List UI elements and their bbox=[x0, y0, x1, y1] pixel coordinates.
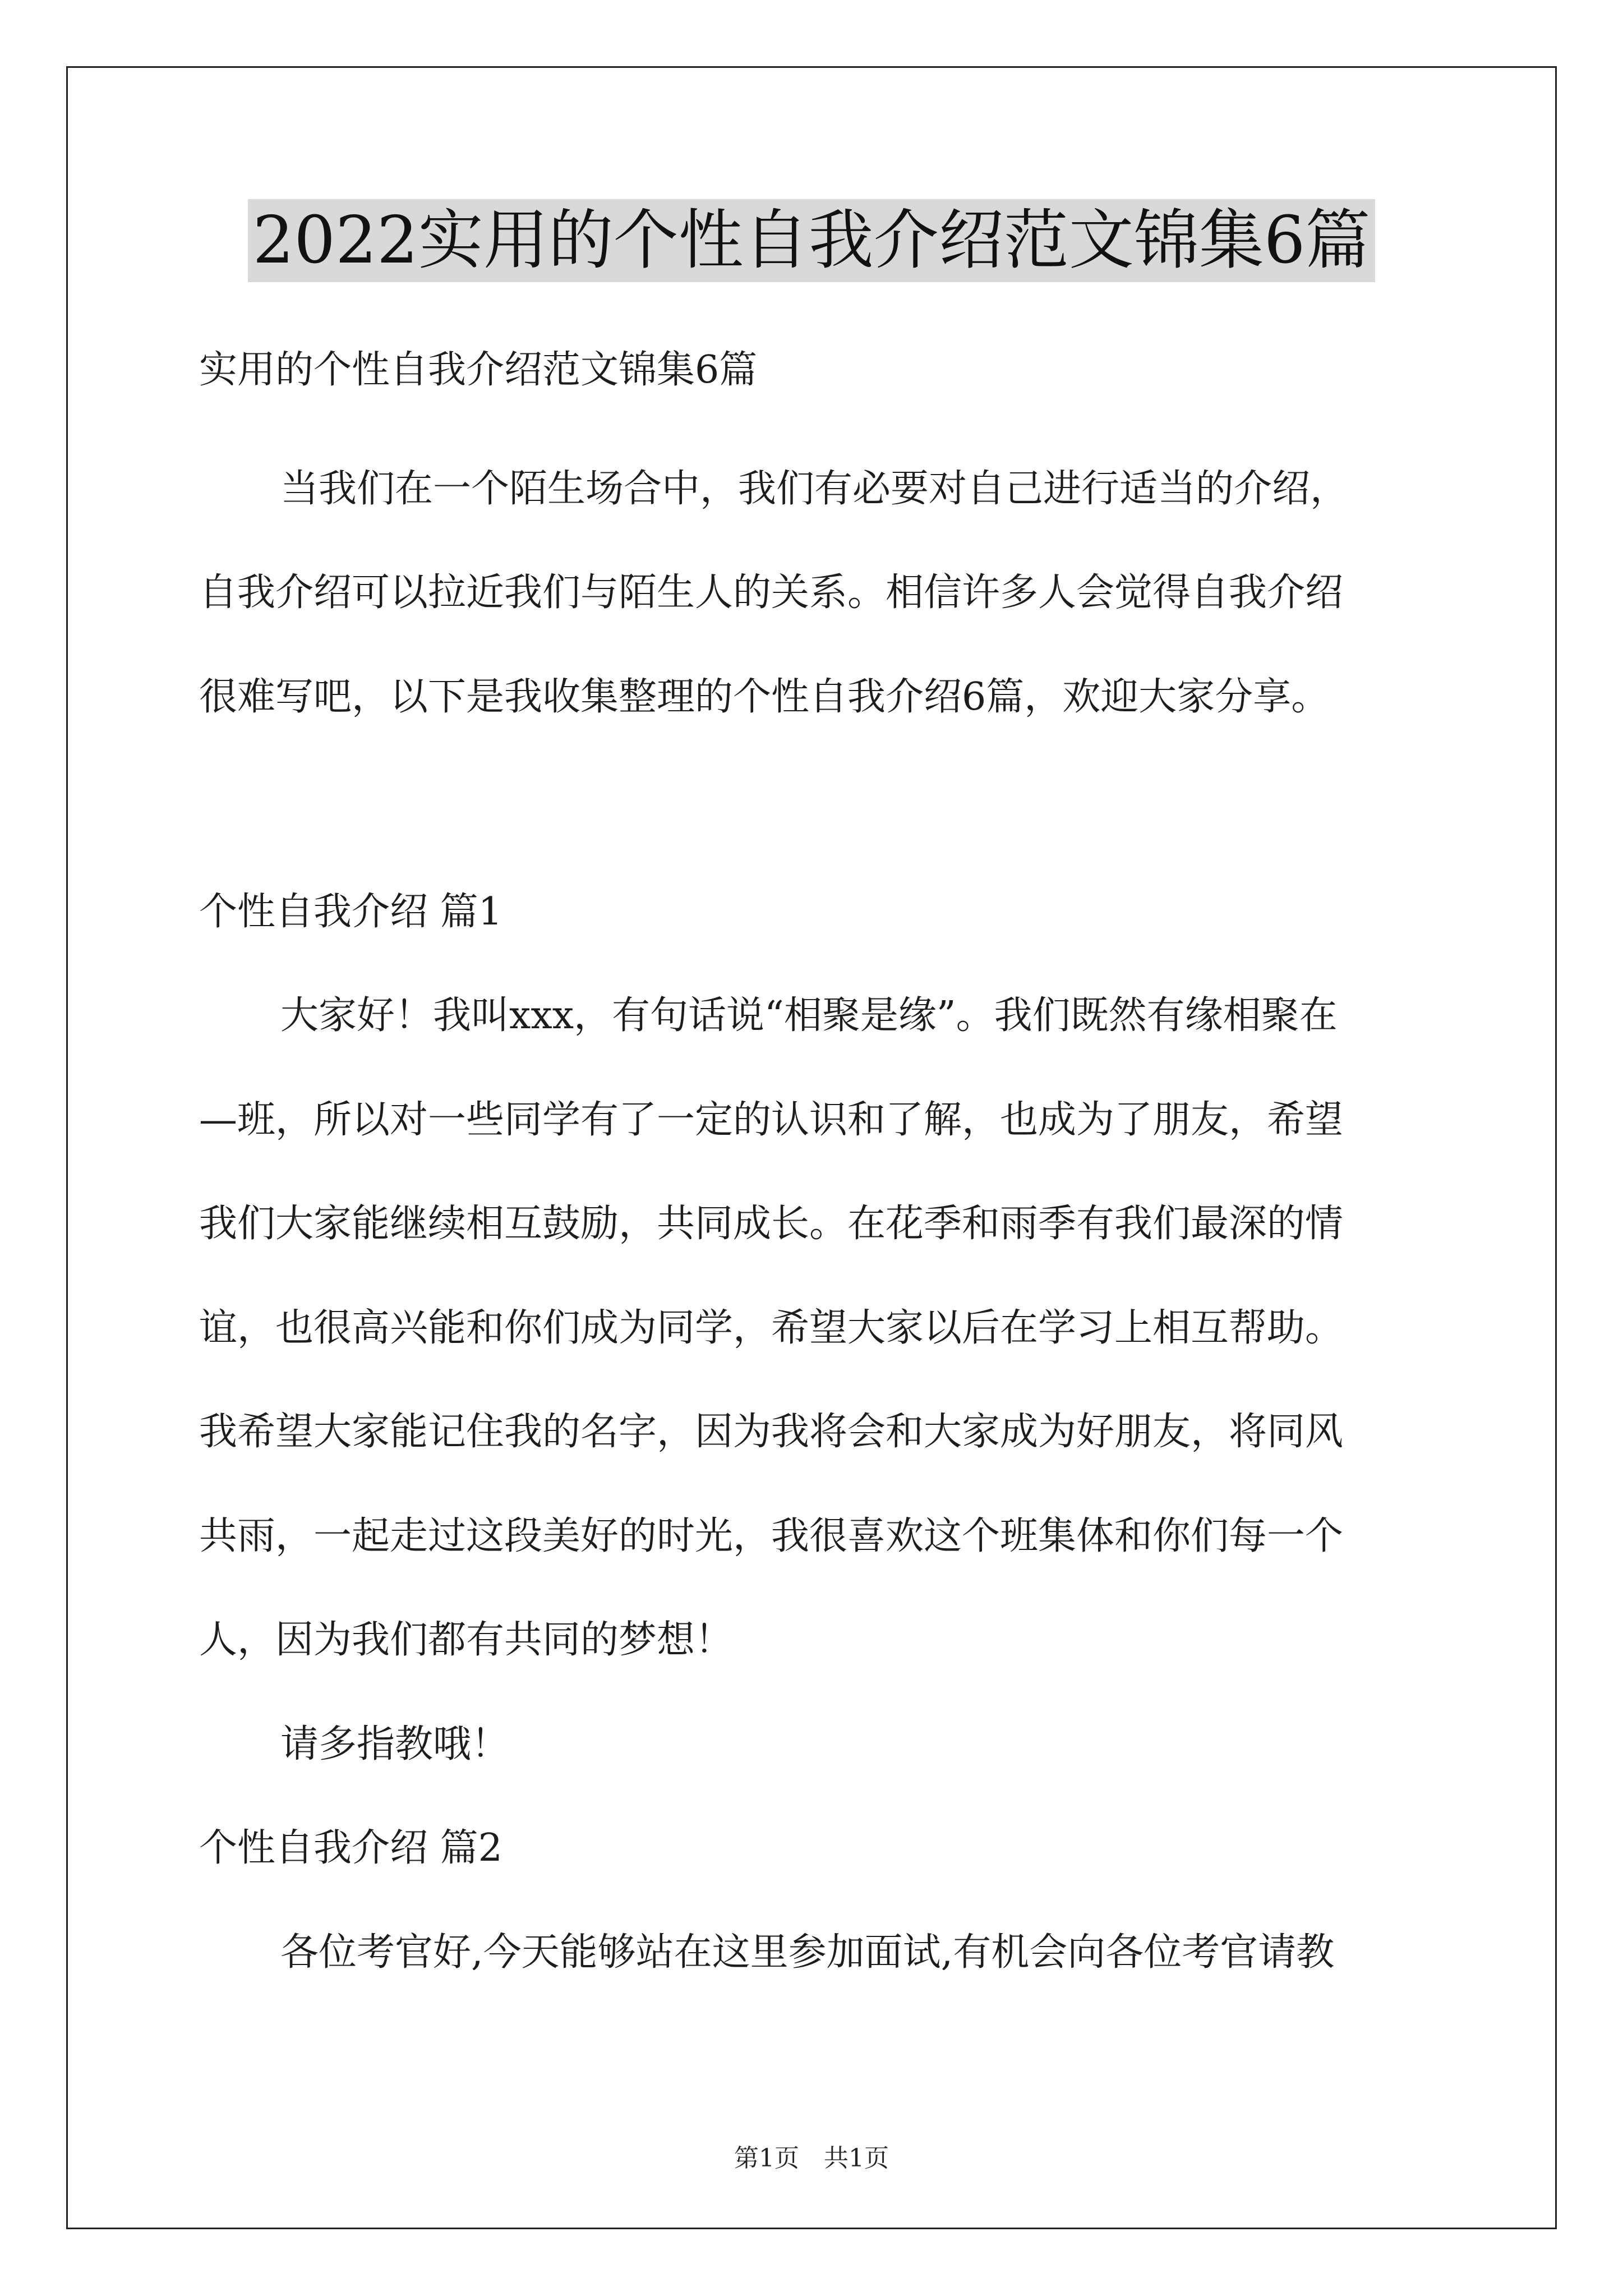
intro-line-1: 当我们在一个陌生场合中，我们有必要对自己进行适当的介绍， bbox=[280, 467, 1349, 511]
section1-heading: 个性自我介绍 篇1 bbox=[199, 890, 502, 934]
section1-closing: 请多指教哦！ bbox=[280, 1722, 510, 1766]
document-title: 2022实用的个性自我介绍范文锦集6篇 bbox=[248, 199, 1375, 282]
section1-line-7: 人，因为我们都有共同的梦想！ bbox=[199, 1618, 734, 1662]
section1-line-4: 谊，也很高兴能和你们成为同学，希望大家以后在学习上相互帮助。 bbox=[199, 1306, 1344, 1350]
title-wrap bbox=[0, 199, 1623, 282]
page-footer: 第1页 共1页 bbox=[734, 2144, 889, 2173]
intro-line-2: 自我介绍可以拉近我们与陌生人的关系。相信许多人会觉得自我介绍 bbox=[199, 570, 1344, 615]
subtitle: 实用的个性自我介绍范文锦集6篇 bbox=[199, 348, 758, 392]
section1-line-1: 大家好！我叫xxx，有句话说“相聚是缘”。我们既然有缘相聚在 bbox=[280, 993, 1338, 1038]
section2-heading: 个性自我介绍 篇2 bbox=[199, 1826, 502, 1870]
section2-line-1: 各位考官好,今天能够站在这里参加面试,有机会向各位考官请教 bbox=[280, 1930, 1335, 1975]
section1-line-3: 我们大家能继续相互鼓励，共同成长。在花季和雨季有我们最深的情 bbox=[199, 1202, 1344, 1246]
section1-line-5: 我希望大家能记住我的名字，因为我将会和大家成为好朋友，将同风 bbox=[199, 1410, 1344, 1454]
section1-line-6: 共雨，一起走过这段美好的时光，我很喜欢这个班集体和你们每一个 bbox=[199, 1514, 1344, 1558]
section1-line-2: —班，所以对一些同学有了一定的认识和了解，也成为了朋友，希望 bbox=[199, 1098, 1344, 1142]
intro-line-3: 很难写吧，以下是我收集整理的个性自我介绍6篇，欢迎大家分享。 bbox=[199, 675, 1330, 719]
